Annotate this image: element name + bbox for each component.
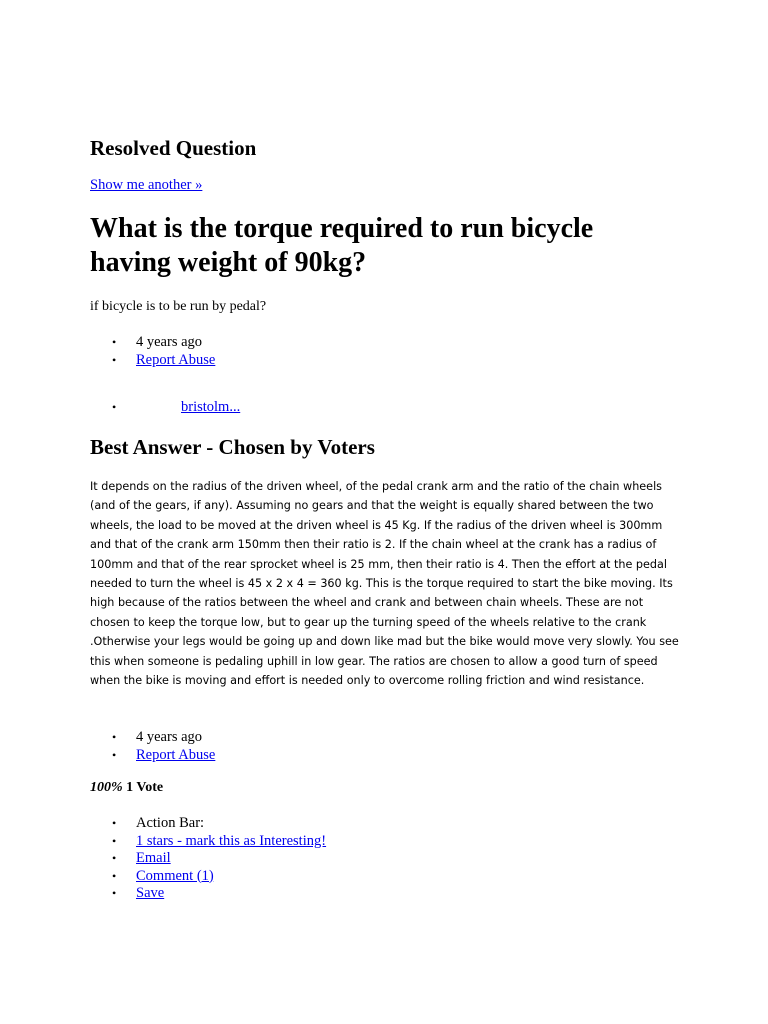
list-item bbox=[90, 885, 326, 903]
question-meta-list bbox=[90, 334, 215, 369]
answer-age: 4 years ago bbox=[136, 729, 203, 745]
action-bar-label: Action Bar: bbox=[136, 815, 205, 831]
save-link[interactable]: Save bbox=[136, 885, 165, 901]
bullet-icon: • bbox=[112, 400, 117, 414]
asker-list bbox=[90, 399, 240, 417]
action-bar bbox=[90, 815, 326, 903]
bullet-icon: • bbox=[112, 816, 117, 830]
show-another-link[interactable]: Show me another » bbox=[90, 177, 203, 193]
list-item bbox=[90, 334, 215, 352]
asker-link[interactable]: bristolm... bbox=[181, 399, 241, 415]
list-item bbox=[90, 815, 326, 833]
bullet-icon: • bbox=[112, 851, 117, 865]
list-item bbox=[90, 729, 215, 747]
list-item bbox=[90, 850, 326, 868]
question-details: if bicycle is to be run by pedal? bbox=[90, 299, 267, 314]
list-item bbox=[90, 747, 215, 765]
bullet-icon: • bbox=[112, 730, 117, 744]
bullet-icon: • bbox=[112, 352, 117, 367]
best-answer-heading: Best Answer - Chosen by Voters bbox=[90, 435, 375, 459]
best-answer-text: It depends on the radius of the driven wheel, of the pedal crank arm and the ratio of the chain wheels (and of the gears, if any). Assuming no gears and that the weight is equally shared between the two wheels, the load to be moved at the driven wheel is 45 Kg. If the radius of the driven wheel is 300mm and that of the crank arm 150mm then their ratio is 2. If the chain wheel at the crank has a radius of 100mm and that of the rear sprocket wheel is 25 mm, then their ratio is 4. Then the effort at the pedal needed to turn the wheel is 45 x 2 x 4 = 360 kg. This is the torque required to start the bike moving. Its high because of the ratios between the wheel and crank and between chain wheels. These are not chosen to keep the torque low, but to gear up the turning speed of the wheels relative to the crank .Otherwise your legs would be going up and down like mad but the bike would move very slowly. You see this when someone is pedaling uphill in low gear. The ratios are chosen to allow a good turn of speed when the bike is moving and effort is needed only to overcome rolling friction and wind resistance. bbox=[90, 480, 679, 688]
list-item bbox=[90, 399, 240, 417]
question-age: 4 years ago bbox=[136, 334, 203, 350]
list-item bbox=[90, 352, 215, 370]
resolved-question-heading: Resolved Question bbox=[90, 136, 257, 160]
answer-report-abuse-link[interactable]: Report Abuse bbox=[136, 746, 216, 763]
list-item bbox=[90, 833, 326, 851]
mark-interesting-link[interactable]: 1 stars - mark this as Interesting! bbox=[136, 832, 327, 849]
bullet-icon: • bbox=[112, 886, 117, 900]
vote-percent: 100% bbox=[90, 780, 123, 795]
email-link[interactable]: Email bbox=[136, 850, 171, 866]
comment-link[interactable]: Comment (1) bbox=[136, 867, 214, 884]
bullet-icon: • bbox=[112, 833, 117, 848]
bullet-icon: • bbox=[112, 335, 117, 349]
bullet-icon: • bbox=[112, 747, 117, 762]
answer-meta-list bbox=[90, 729, 215, 764]
bullet-icon: • bbox=[112, 868, 117, 883]
question-title: What is the torque required to run bicycle having weight of 90kg? bbox=[90, 213, 594, 278]
list-item bbox=[90, 868, 326, 886]
question-report-abuse-link[interactable]: Report Abuse bbox=[136, 351, 216, 368]
vote-summary bbox=[90, 780, 163, 796]
vote-count: 1 Vote bbox=[126, 780, 164, 795]
